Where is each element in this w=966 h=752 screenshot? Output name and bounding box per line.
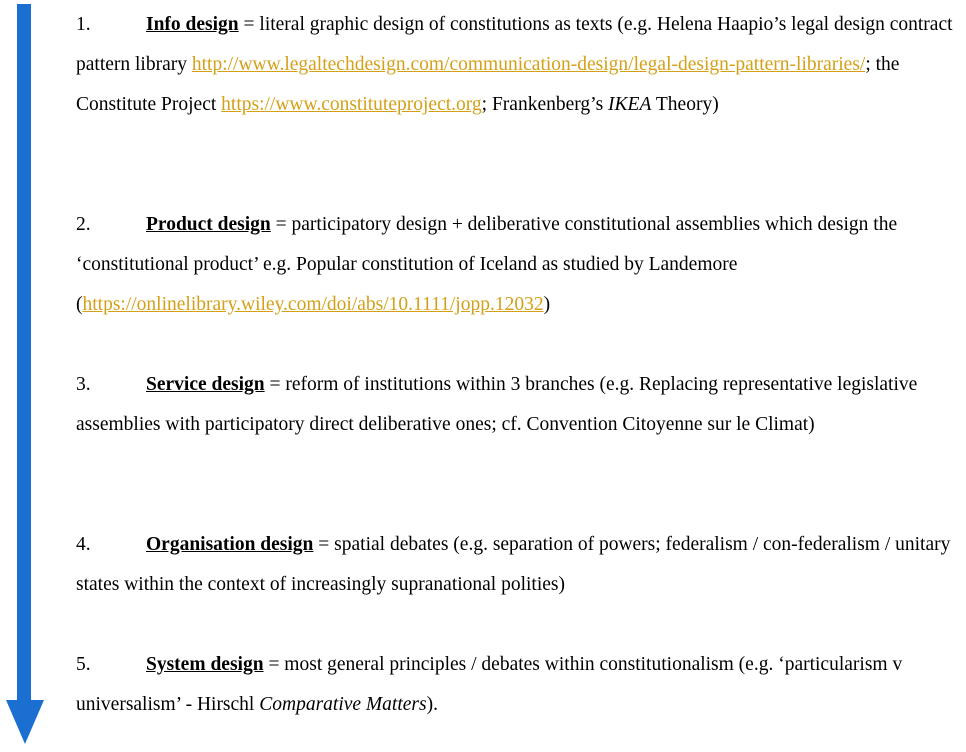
wiley-article-link[interactable]: https://onlinelibrary.wiley.com/doi/abs/10.1111/jopp.12032 — [82, 294, 544, 315]
item-text: = reform of institutions within 3 branches (e.g. Replacing representative legislative assemblies with participatory direct deliberative ones; cf. Convention Citoyenne sur le Climat) — [76, 374, 918, 435]
item-text: ; the Constitute Project — [76, 54, 900, 115]
item-text: Theory) — [651, 94, 719, 115]
item-term: Service design — [146, 374, 265, 395]
item-number: 3. — [76, 374, 91, 395]
constitute-project-link[interactable]: https://www.constituteproject.org — [221, 94, 482, 115]
item-text: = literal graphic design of constitutions as texts (e.g. Helena Haapio’s legal design contract pattern library — [76, 14, 953, 75]
item-number: 1. — [76, 14, 91, 35]
list-item-system-design — [76, 645, 956, 725]
item-text: ). — [426, 694, 438, 715]
list-item-service-design — [76, 365, 956, 445]
list-item-organisation-design — [76, 525, 956, 605]
item-number: 5. — [76, 654, 91, 675]
list-item-product-design — [76, 205, 956, 325]
item-emphasis: IKEA — [608, 94, 652, 115]
item-text: = most general principles / debates within constitutionalism (e.g. ‘particularism v universalism’ - Hirschl — [76, 654, 903, 715]
legal-design-pattern-link[interactable]: http://www.legaltechdesign.com/communication-design/legal-design-pattern-libraries/ — [191, 54, 866, 75]
item-text: = participatory design + deliberative constitutional assemblies which design the ‘constitutional product’ e.g. Popular constitution of Iceland as studied by Landemore ( — [76, 214, 898, 315]
item-text: = spatial debates (e.g. separation of powers; federalism / con-federalism / unitary states within the context of increasingly supranational polities) — [76, 534, 951, 595]
item-number: 4. — [76, 534, 91, 555]
item-number: 2. — [76, 214, 91, 235]
list-item-info-design — [76, 5, 956, 125]
item-term: Organisation design — [146, 534, 314, 555]
item-term: Info design — [146, 14, 239, 35]
item-text: ; Frankenberg’s — [481, 94, 609, 115]
item-emphasis: Comparative Matters — [259, 694, 427, 715]
item-text: ) — [543, 294, 551, 315]
item-term: Product design — [146, 214, 271, 235]
down-arrow-icon — [0, 0, 60, 752]
item-term: System design — [146, 654, 264, 675]
